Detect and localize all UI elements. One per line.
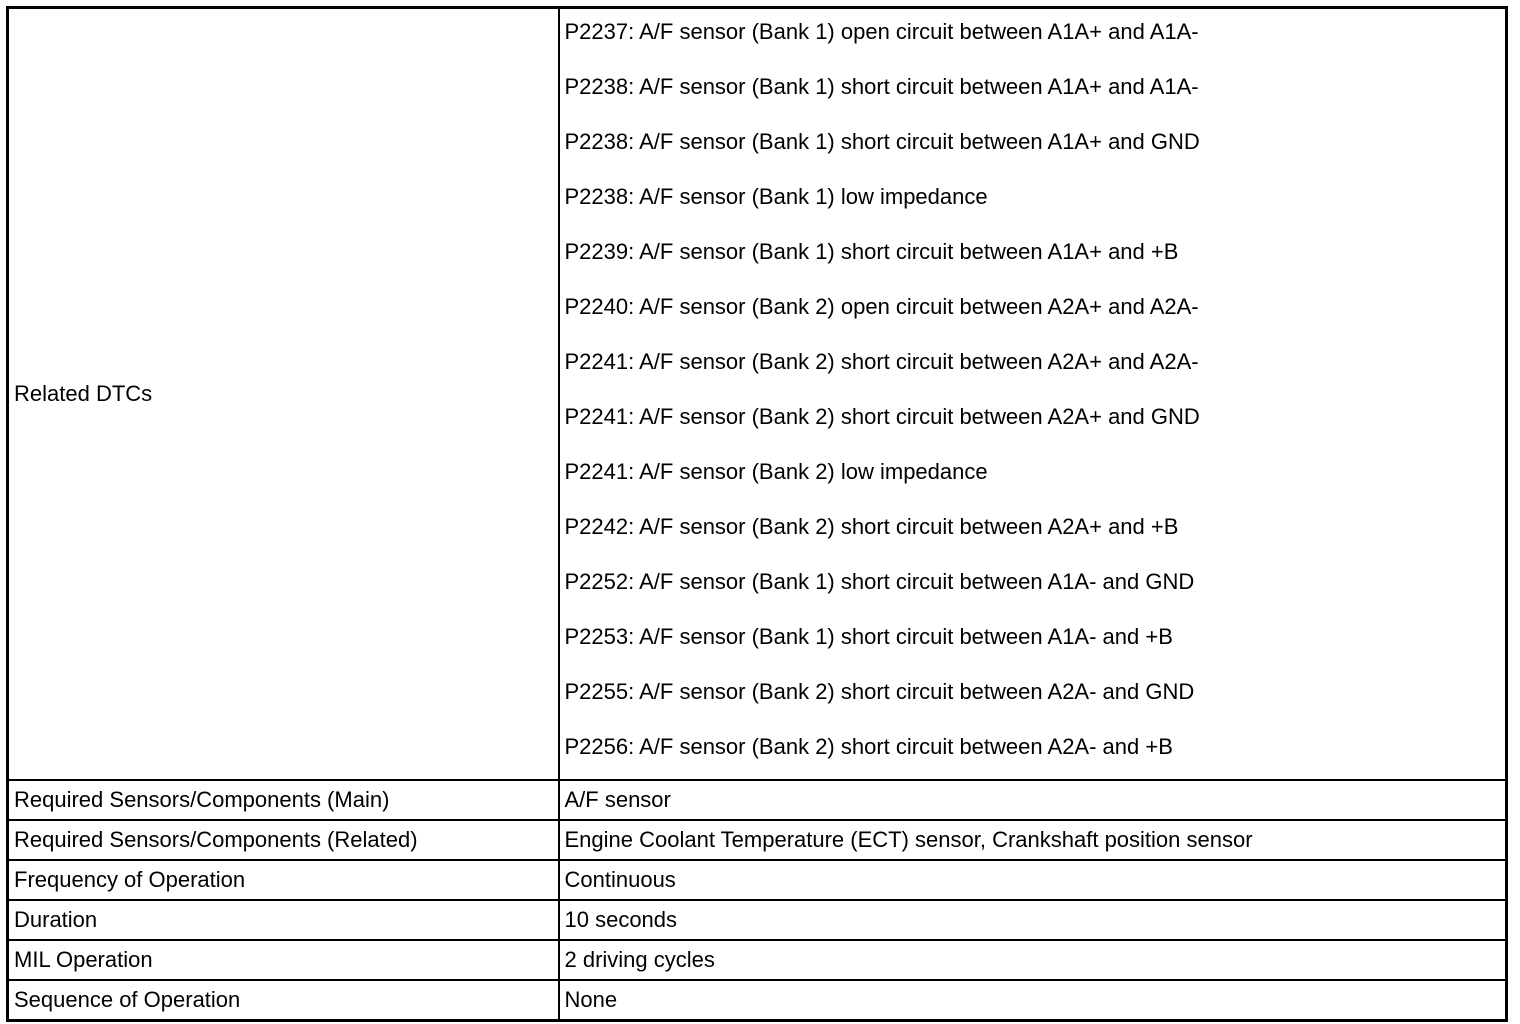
related-dtcs-cell bbox=[559, 8, 1507, 781]
duration-label: Duration bbox=[8, 900, 559, 940]
related-dtcs-row bbox=[8, 8, 1507, 781]
mil-operation-value: 2 driving cycles bbox=[559, 940, 1507, 980]
required-sensors-main-row bbox=[8, 780, 1507, 820]
sequence-label: Sequence of Operation bbox=[8, 980, 559, 1021]
sequence-value: None bbox=[559, 980, 1507, 1021]
dtc-item: P2242: A/F sensor (Bank 2) short circuit between A2A+ and +B bbox=[564, 514, 1179, 539]
frequency-label: Frequency of Operation bbox=[8, 860, 559, 900]
required-sensors-main-label: Required Sensors/Components (Main) bbox=[8, 780, 559, 820]
dtc-list bbox=[560, 9, 1506, 779]
dtc-item: P2241: A/F sensor (Bank 2) low impedance bbox=[564, 459, 988, 484]
required-sensors-related-label: Required Sensors/Components (Related) bbox=[8, 820, 559, 860]
dtc-item: P2238: A/F sensor (Bank 1) low impedance bbox=[564, 184, 988, 209]
sequence-row bbox=[8, 980, 1507, 1021]
frequency-value: Continuous bbox=[559, 860, 1507, 900]
dtc-item: P2238: A/F sensor (Bank 1) short circuit between A1A+ and A1A- bbox=[564, 74, 1199, 99]
frequency-row bbox=[8, 860, 1507, 900]
required-sensors-related-row bbox=[8, 820, 1507, 860]
dtc-item: P2238: A/F sensor (Bank 1) short circuit between A1A+ and GND bbox=[564, 129, 1200, 154]
related-dtcs-label: Related DTCs bbox=[8, 8, 559, 781]
duration-value: 10 seconds bbox=[559, 900, 1507, 940]
required-sensors-main-value: A/F sensor bbox=[559, 780, 1507, 820]
dtc-item: P2241: A/F sensor (Bank 2) short circuit between A2A+ and A2A- bbox=[564, 349, 1199, 374]
dtc-item: P2256: A/F sensor (Bank 2) short circuit between A2A- and +B bbox=[564, 734, 1173, 759]
required-sensors-related-value: Engine Coolant Temperature (ECT) sensor, Crankshaft position sensor bbox=[559, 820, 1507, 860]
dtc-item: P2237: A/F sensor (Bank 1) open circuit between A1A+ and A1A- bbox=[564, 19, 1199, 44]
dtc-item: P2252: A/F sensor (Bank 1) short circuit between A1A- and GND bbox=[564, 569, 1195, 594]
mil-operation-label: MIL Operation bbox=[8, 940, 559, 980]
dtc-item: P2255: A/F sensor (Bank 2) short circuit between A2A- and GND bbox=[564, 679, 1195, 704]
dtc-item: P2253: A/F sensor (Bank 1) short circuit between A1A- and +B bbox=[564, 624, 1173, 649]
mil-operation-row bbox=[8, 940, 1507, 980]
duration-row bbox=[8, 900, 1507, 940]
dtc-item: P2240: A/F sensor (Bank 2) open circuit between A2A+ and A2A- bbox=[564, 294, 1199, 319]
dtc-item: P2241: A/F sensor (Bank 2) short circuit between A2A+ and GND bbox=[564, 404, 1200, 429]
spec-table bbox=[6, 6, 1508, 1022]
dtc-item: P2239: A/F sensor (Bank 1) short circuit between A1A+ and +B bbox=[564, 239, 1179, 264]
